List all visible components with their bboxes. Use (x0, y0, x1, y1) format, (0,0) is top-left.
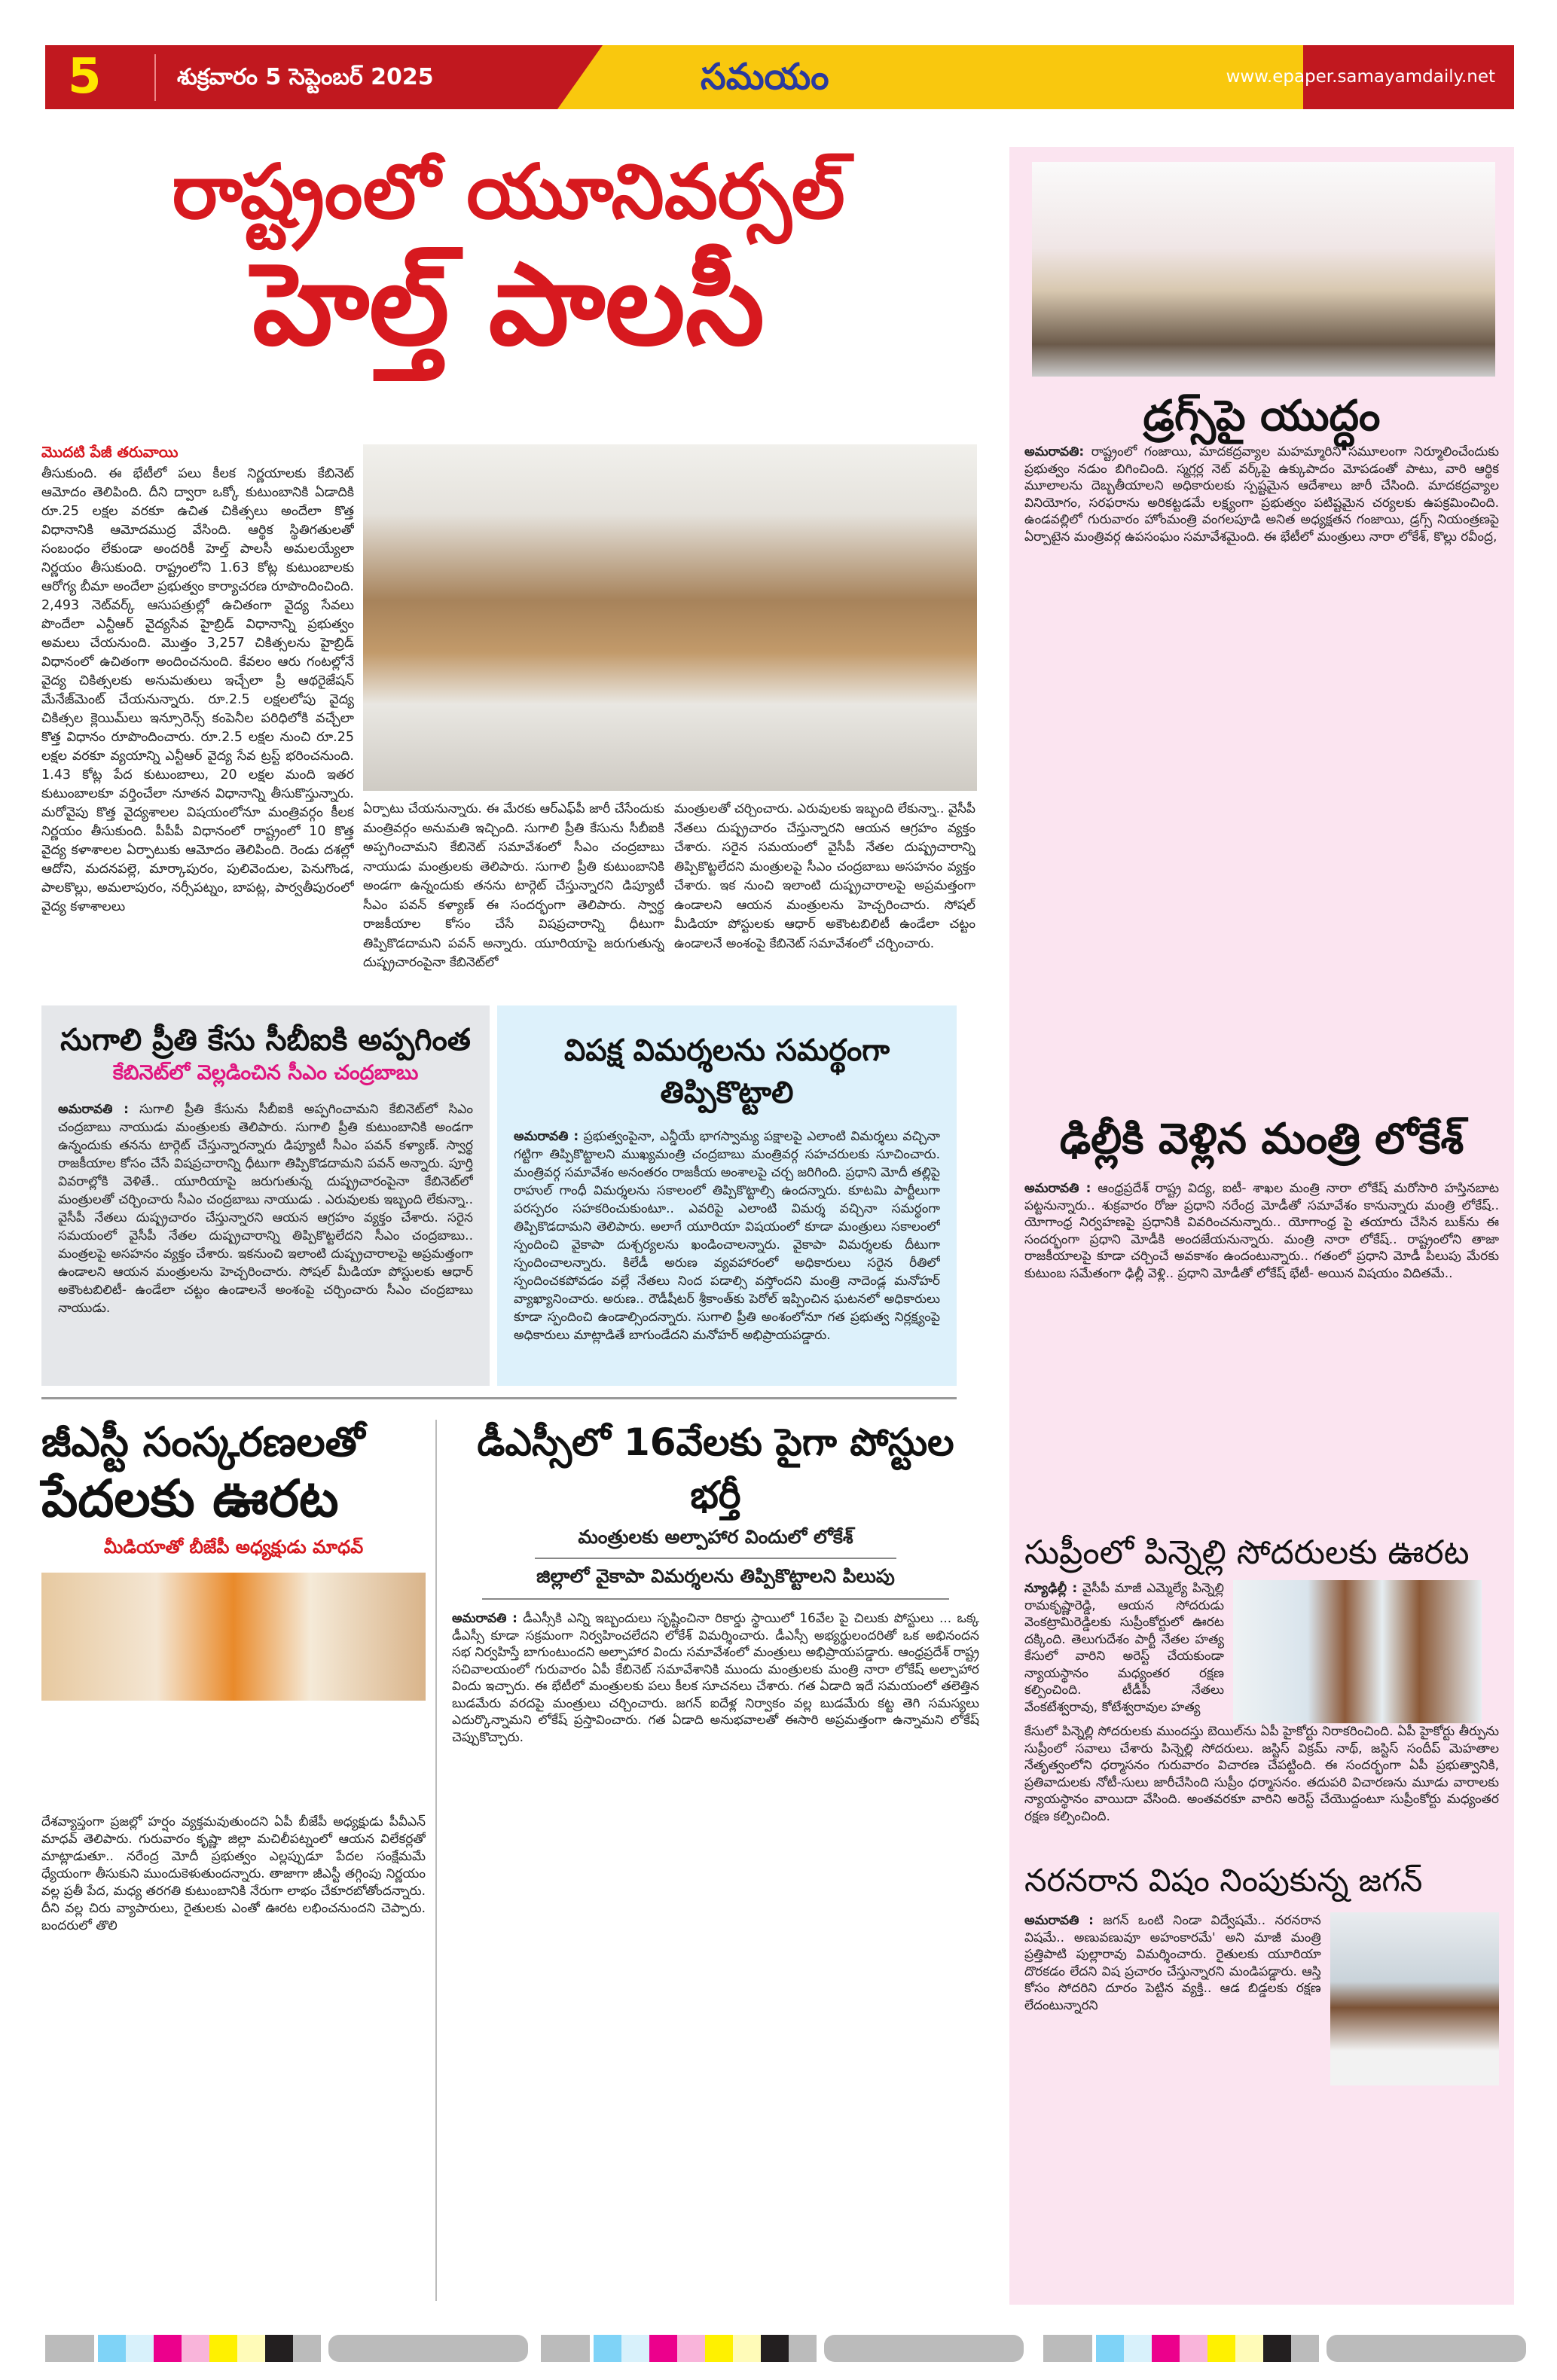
dsc-story (452, 1416, 979, 1746)
masthead-yellow-band (557, 45, 1303, 109)
story-body-side: వైసీపీ మాజీ ఎమ్మెల్యే పిన్నెల్లి రామకృష్ణారెడ్డి, ఆయన సోదరుడు వెంకట్రామిరెడ్డిలకు సుప్రీంకోర్టులో ఊరట దక్కింది. తెలుగుదేశం పార్టీ నేతల హత్య కేసులో వారిని అరెస్ట్ చేయకుండా న్యాయస్థానం మధ్యంతర రక్షణ కల్పించింది. టీడీపీ నేతలు వేంకటేశ్వరావు, కోటేశ్వరావుల హత్య (1024, 1581, 1224, 1715)
story-body: ప్రభుత్వంపైనా, ఎన్డీయే భాగస్వామ్య పక్షాలపై ఎలాంటి విమర్శలు వచ్చినా గట్టిగా తిప్పికొట్టాలని ముఖ్యమంత్రి చంద్రబాబు మంత్రివర్గ సహచరులకు సూచించారు. మంత్రివర్గ సమావేశం అనంతరం రాజకీయ అంశాలపై చర్చ జరిగింది. ప్రధాని మోదీ తల్లిపై రాహుల్ గాంధీ విమర్శలను సకాలంలో తిప్పికొట్టాల్సి ఉందన్నారు. కూటమి పార్టీలుగా పరస్పరం సహకరించుకుంటూ.. ఎవరిపై ఎలాంటి విమర్శ వచ్చినా సమర్థంగా తిప్పికొడదామని తెలిపారు. అలాగే యూరియా విషయంలో కూడా మంత్రులు సకాలంలో స్పందించి వైకాపా దుశ్చర్యలను ఖండించాలన్నారు. వైకాపా విమర్శలకు దీటుగా స్పందించాలన్నారు. కిలేడీ అరుణ వ్యవహారంలో అధికారులు సరైన రీతిలో స్పందించకపోవడం వల్లే నేతలు నింద పడాల్సి వస్తోందని మంత్రి నాదెండ్ల మనోహర్ వ్యాఖ్యానించారు. అరుణ.. రౌడీషీటర్ శ్రీకాంత్‌కు పెరోల్ ఇప్పించిన ఘటనలో అధికారులు కూడా స్పందించి ఉండాల్సిందన్నారు. సుగాలి ప్రీతి అంశంలోనూ గత ప్రభుత్వ నిర్లక్ష్యంపై అధికారులు మాట్లాడితే బాగుండేదని మనోహర్ అభిప్రాయపడ్డారు. (514, 1129, 940, 1343)
story-headline: డీఎస్సీలో 16వేలకు పైగా పోస్టుల భర్తీ (477, 1420, 954, 1517)
story-subheadline: కేబినెట్‌లో వెల్లడించిన సీఎం చంద్రబాబు (112, 1061, 419, 1085)
story-headline: ఢిల్లీకి వెళ్లిన మంత్రి లోకేశ్ (1059, 1115, 1464, 1164)
column-divider (435, 1420, 437, 2301)
story-headline-line1: జీఎస్టీ సంస్కరణలతో (41, 1418, 365, 1466)
story-subheadline-2: జిల్లాలో వైకాపా విమర్శలను తిప్పికొట్టాలని పిలుపు (482, 1559, 949, 1600)
story-headline: డ్రగ్స్‌పై యుద్ధం (1143, 392, 1381, 441)
dateline: న్యూఢిల్లీ : (1024, 1581, 1078, 1596)
right-pink-column (1009, 147, 1514, 2305)
dateline: అమరావతి : (514, 1129, 579, 1144)
lead-headline-line2: హెల్త్ పాలసీ (252, 240, 765, 371)
story-subheadline-1: మంత్రులకు అల్పాహార విందులో లోకేశ్ (535, 1521, 896, 1559)
story-body: దేశవ్యాప్తంగా ప్రజల్లో హర్షం వ్యక్తమవుతుందని ఏపీ బీజేపీ అధ్యక్షుడు పీవీఎన్ మాధవ్ తెలిపారు. గురువారం కృష్ణా జిల్లా మచిలీపట్నంలో ఆయన విలేకర్లతో మాట్లాడుతూ.. నరేంద్ర మోదీ ప్రభుత్వం ఎల్లప్పుడూ పేదల సంక్షేమమే ధ్యేయంగా తీసుకుని ముందుకెళుతుందన్నారు. తాజాగా జీఎస్టీ తగ్గింపు నిర్ణయం వల్ల ప్రతీ పేద, మధ్య తరగతి కుటుంబానికి నేరుగా లాభం చేకూరబోతోందన్నారు. దీని వల్ల చిరు వ్యాపారులు, రైతులకు ఎంతో ఊరట లభించనుందని చెప్పారు. బందరులో తొలి (41, 1814, 426, 1933)
prathipati-pullarao-photo (1330, 1912, 1499, 2086)
story-body: ఆంధ్రప్రదేశ్ రాష్ట్ర విద్య, ఐటీ- శాఖల మంత్రి నారా లోకేష్ మరోసారి హస్తినబాట పట్టనున్నారు.. శుక్రవారం రోజు ప్రధాని నరేంద్ర మోడీతో సమావేశం కానున్నారు మంత్రి లోకేష్.. యోగాంధ్ర నిర్వహణపై ప్రధానికి వివరించనున్నారు.. యోగాంధ్ర పై తయారు చేసిన బుక్‌ను ఈ సందర్భంగా ప్రధాని మోడీకి అందజేయనున్నారు. మంత్రి నారా లోకేష్.. రాష్ట్రంలోని తాజా రాజకీయాలపై కూడా చర్చించే అవకాశం ఉందంటున్నారు.. గతంలో ప్రధాని మోడీ పిలుపు మేరకు కుటుంబ సమేతంగా ఢిల్లీ వెళ్లి.. ప్రధాని మోడీతో లోకేష్ భేటీ- అయిన విషయం విదితమే.. (1024, 1181, 1499, 1281)
continued-kicker: మొదటి పేజీ తరువాయి (41, 443, 179, 461)
cabinet-meeting-photo (363, 444, 977, 791)
story-headline-line2: పేదలకు ఊరట (41, 1469, 339, 1529)
epaper-url-link[interactable]: www.epaper.samayamdaily.net (1226, 67, 1495, 87)
masthead-bar (45, 45, 1514, 109)
print-color-bar (541, 2335, 1024, 2362)
story-headline: సుగాలి ప్రీతి కేసు సీబీఐకి అప్పగింత (60, 1023, 471, 1057)
print-color-bar (45, 2335, 528, 2362)
dateline: అమరావతి : (58, 1102, 129, 1117)
gst-story (41, 1416, 426, 1935)
issue-date: శుక్రవారం 5 సెప్టెంబర్ 2025 (177, 64, 434, 90)
lead-body-col2: ఏర్పాటు చేయనున్నారు. ఈ మేరకు ఆర్‌ఎఫ్‌పీ జారీ చేసేందుకు మంత్రివర్గం అనుమతి ఇచ్చింది. సుగాలి ప్రీతి కేసును సీబీఐకి అప్పగించామని కేబినెట్ సమావేశంలో సీఎం చంద్రబాబు నాయుడు మంత్రులకు తెలిపారు. సుగాలి ప్రీతి కుటుంబానికి అండగా ఉన్నందుకు తనను టార్గెట్ చేస్తున్నారని డిప్యూటీ సీఎం పవన్ కళ్యాణ్ ఈ సందర్భంగా తెలిపారు. స్వార్థ రాజకీయాల కోసం చేసే విషప్రచారాన్ని ధీటుగా తిప్పికొడదామని పవన్ అన్నారు. యూరియాపై జరుగుతున్న దుష్ప్రచారంపైనా కేబినెట్‌లో (363, 801, 664, 970)
story-headline: విపక్ష విమర్శలను సమర్థంగా తిప్పికొట్టాలి (563, 1033, 890, 1110)
bjp-leaders-photo (41, 1573, 426, 1701)
lead-headline-line1: రాష్ట్రంలో యూనివర్సల్ (172, 148, 845, 236)
newspaper-logo: సమయం (701, 56, 829, 98)
dateline: అమరావతి : (452, 1611, 517, 1626)
story-body: కేసులో పిన్నెల్లి సోదరులకు ముందస్తు బెయిల్‌ను ఏపీ హైకోర్టు నిరాకరించింది. ఏపీ హైకోర్టు తీర్పును సుప్రీంలో సవాలు చేశారు పిన్నెల్లి సోదరులు. జస్టిస్ విక్రమ్ నాథ్, జస్టిస్ సందీప్ మెహతాల నేతృత్వంలోని ధర్మాసనం గురువారం విచారణ చేపట్టింది. ఈ సందర్భంగా ఏపీ ప్రభుత్వానికి, ప్రతివాదులకు నోటీ-సులు జారీచేసింది సుప్రీం ధర్మాసనం. తదుపరి విచారణను మూడు వారాలకు న్యాయస్థానం వాయిదా వేసింది. అంతవరకూ వారిని అరెస్ట్ చేయొద్దంటూ సుప్రీంకోర్టు మధ్యంతర రక్షణ కల్పించింది. (1024, 1724, 1499, 1824)
divider (154, 54, 156, 101)
story-headline: సుప్రీంలో పిన్నెల్లి సోదరులకు ఊరట (1024, 1533, 1470, 1572)
opposition-criticism-story (497, 1005, 957, 1386)
lead-story-col1 (41, 443, 354, 996)
lead-body-col3: మంత్రులతో చర్చించారు. ఎరువులకు ఇబ్బంది లేకున్నా.. వైసీపీ నేతలు దుష్ప్రచారం చేస్తున్నారని ఆయన ఆగ్రహం వ్యక్తం చేశారు. సరైన సమయంలో వైసీపీ నేతల దుష్ప్రచారాన్ని తిప్పికొట్టలేదని మంత్రులపై సీఎం చంద్రబాబు అసహనం వ్యక్తం చేశారు. ఇక నుంచి ఇలాంటి దుష్ప్రచారాలపై అప్రమత్తంగా ఉండాలని ఆయన మంత్రులను హెచ్చరించారు. సోషల్ మీడియా పోస్టులకు ఆధార్ అకౌంటబిలిటీ ఉండేలా చట్టం ఉండాలనే అంశంపై కేబినెట్ సమావేశంలో చర్చించారు. (674, 801, 975, 951)
story-body: సుగాలి ప్రీతి కేసును సీబీఐకి అప్పగించామని కేబినెట్‌లో సిఎం చంద్రబాబు నాయుడు మంత్రులకు తెలిపారు. సుగాలి ప్రీతి కుటుంబానికి అండగా ఉన్నందుకు తనను టార్గెట్ చేస్తున్నారన్నారు డిప్యూటీ సీఎం పవన్ కళ్యాణ్. స్వార్థ రాజకీయాల కోసం చేసే విషప్రచారాన్ని ధీటుగా తిప్పికొడదామని పవన్ అన్నారు. పూర్తి వివరాల్లోకి వెళితే.. యూరియాపై జరుగుతున్న దుష్ప్రచారంపైనా కేబినెట్‌లో మంత్రులతో చర్చించారు సీఎం చంద్రబాబు నాయుడు . ఎరువులకు ఇబ్బంది లేకున్నా.. వైసీపీ నేతలు దుష్ప్రచారం చేస్తున్నారని ఆయన ఆగ్రహం వ్యక్తం చేశారు. సరైన సమయంలో వైసీపీ నేతల దుష్ప్రచారాన్ని తిప్పికొట్టలేదని సీఎం చంద్రబాబు.. మంత్రలపై అసహనం వ్యక్తం చేశారు. ఇకనుంచి ఇలాంటి దుష్ప్రచారాలపై అప్రమత్తంగా ఉండాలని ఆయన మంత్రులను హెచ్చరించారు. సోషల్ మీడియా పోస్టులకు ఆధార్ అకౌంటబిలిటీ- ఉండేలా చట్టం ఉండాలనే అంశంపై చర్చించారు సీఎం చంద్రబాబు నాయుడు. (58, 1102, 473, 1316)
dateline: అమరావతి : (1024, 1913, 1094, 1928)
page-number: 5 (68, 49, 102, 105)
story-body: రాష్ట్రంలో గంజాయి, మాదకద్రవ్యాల మహమ్మారిని సమూలంగా నిర్మూలించేందుకు ప్రభుత్వం నడుం బిగించింది. స్మగ్లర్ల నెట్ వర్క్‌పై ఉక్కుపాదం మోపడంతో పాటు, వారి ఆర్థిక మూలాలను దెబ్బతీయాలని అధికారులకు స్పష్టమైన ఆదేశాలు జారీ చేసింది. మాదకద్రవ్యాల వినియోగం, సరఫరాను అరికట్టడమే లక్ష్యంగా ప్రభుత్వం పటిష్టమైన చర్యలకు ఉపక్రమించింది. ఉండవల్లిలో గురువారం హోంమంత్రి వంగలపూడి అనిత అధ్యక్షతన గంజాయి, డ్రగ్స్ నియంత్రణపై ఏర్పాటైన మంత్రివర్గ ఉపసంఘం సమావేశమైంది. ఈ భేటీలో మంత్రులు నారా లోకేశ్, కొల్లు రవీంద్ర, (1024, 444, 1499, 545)
story-subheadline: మీడియాతో బీజేపీ అధ్యక్షుడు మాధవ్ (103, 1536, 364, 1558)
dateline: అమరావతి: (1024, 444, 1085, 459)
pinnelli-brothers-photo (1233, 1580, 1482, 1723)
story-body: జగన్ ఒంటి నిండా విద్వేషమే.. నరనరాన విషమే.. అణువణువూ అహంకారమే' అని మాజీ మంత్రి ప్రత్తిపాటి పుల్లారావు విమర్శించారు. రైతులకు యూరియా దొరకడం లేదని విష ప్రచారం చేస్తున్నారని మండిపడ్డారు. ఆస్తి కోసం సోదరిని దూరం పెట్టిన వ్యక్తి.. ఆడ బిడ్డలకు రక్షణ లేదంటున్నారని (1024, 1913, 1321, 2013)
sugali-preethi-story (41, 1005, 490, 1386)
lead-body-col1: తీసుకుంది. ఈ భేటీలో పలు కీలక నిర్ణయాలకు కేబినెట్ ఆమోదం తెలిపింది. దీని ద్వారా ఒక్కో కుటుంబానికి ఏడాదికి రూ.25 లక్షల వరకూ ఉచిత చికిత్సలు అందేలా కొత్త విధానానికి ఆమోదముద్ర వేసింది. ఆర్థిక స్థితిగతులతో సంబంధం లేకుండా అందరికీ హెల్త్ పాలసీ అమలయ్యేలా నిర్ణయం తీసుకుంది. రాష్ట్రంలోని 1.63 కోట్ల కుటుంబాలకు ఆరోగ్య బీమా అందేలా ప్రభుత్వం కార్యాచరణ రూపొందించింది. 2,493 నెట్‌వర్క్ ఆసుపత్రుల్లో ఉచితంగా వైద్య సేవలు పొందేలా ఎన్టీఆర్ వైద్యసేవ హైబ్రిడ్ విధానాన్ని ప్రభుత్వం అమలు చేయనుంది. మొత్తం 3,257 చికిత్సలను హైబ్రిడ్ విధానంలో ఉచితంగా అందించనుంది. కేవలం ఆరు గంటల్లోనే వైద్య చికిత్సలకు అనుమతులు ఇచ్చేలా ప్రీ ఆథరైజేషన్ మేనేజ్‌మెంట్ చేయనున్నారు. రూ.2.5 లక్షలలోపు వైద్య చికిత్సల క్లెయిమ్‌లు ఇన్సూరెన్స్ కంపెనీల పరిధిలోకి వచ్చేలా కొత్త విధానం రూపొందించారు. రూ.2.5 లక్షల నుంచి రూ.25 లక్షల వరకూ వ్యయాన్ని ఎన్టీఆర్ వైద్య సేవ ట్రస్ట్ భరించనుంది. 1.43 కోట్ల పేద కుటుంబాలు, 20 లక్షల మంది ఇతర కుటుంబాలకూ వర్తించేలా నూతన విధానాన్ని తీసుకొస్తున్నారు. మరోవైపు కొత్త వైద్యశాలల విషయంలోనూ మంత్రివర్గం కీలక నిర్ణయం తీసుకుంది. పీపీపీ విధానంలో రాష్ట్రంలో 10 కొత్త వైద్య కళాశాలల ఏర్పాటుకు ఆమోదం తెలిపింది. రెండు దశల్లో ఆదోని, మదనపల్లె, మార్కాపురం, పులివెందుల, పెనుగొండ, పాలకొల్లు, అమలాపురం, నర్సీపట్నం, బాపట్ల, పార్వతీపురంలో వైద్య కళాశాలలు (41, 466, 354, 914)
section-divider (41, 1397, 957, 1399)
story-body: డీఎస్సీకి ఎన్ని ఇబ్బందులు సృష్టించినా రికార్డు స్థాయిలో 16వేల పై చిలుకు పోస్టులు ... ఒక్క డీఎస్సీ కూడా సక్రమంగా నిర్వహించలేదని లోకేశ్ విమర్శించారు. డీఎస్సీ అభ్యర్థులందరితో ఒక అభినందన సభ నిర్వహిస్తే బాగుంటుందని అల్పాహార విందు సమావేశంలో మంత్రులు అభిప్రాయపడ్డారు. ఆంధ్రప్రదేశ్ రాష్ట్ర సచివాలయంలో గురువారం ఏపీ కేబినెట్ సమావేశానికి ముందు మంత్రులకు మంత్రి నారా లోకేష్ అల్పాహార విందు ఇచ్చారు. ఈ భేటీలో మంత్రులకు పలు కీలక సూచనలు చేశారు. గత ఏడాది ఇదే సమయంలో తలెత్తిన బుడమేరు వరదపై మంత్రులు చర్చించారు. జగన్ ఐదేళ్ల నిర్వాకం వల్ల బుడమేరు కట్ట తెగి సమస్యలు ఎదుర్కొన్నామని లోకేష్ ప్రస్తావించారు. గత ఏడాది అనుభవాలతో ఈసారి అప్రమత్తంగా ఉన్నామని లోకేష్ చెప్పుకొచ్చారు. (452, 1611, 979, 1745)
drugs-meeting-photo (1032, 162, 1495, 377)
story-headline: నరనరాన విషం నింపుకున్న జగన్ (1024, 1862, 1423, 1899)
dateline: అమరావతి : (1024, 1181, 1091, 1196)
print-color-bar (1043, 2335, 1526, 2362)
